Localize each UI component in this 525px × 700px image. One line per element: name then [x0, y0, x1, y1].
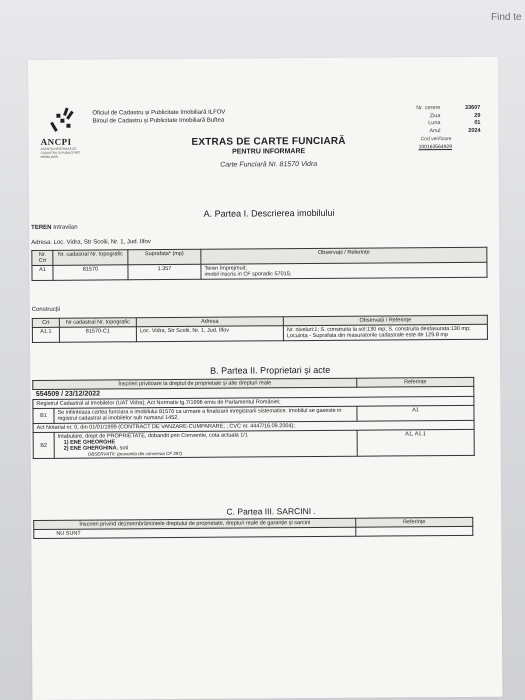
proprietari-table: [32, 377, 475, 459]
request-meta: [400, 105, 480, 152]
part3-header-referinte: Referințe: [356, 517, 473, 527]
b1-code: B1: [33, 408, 54, 423]
teren-crt: A1: [32, 265, 53, 280]
constr-cad: 81570-C1: [59, 327, 136, 343]
logo-subtext: AGENȚIA NAȚIONALĂ DE CADASTRU ȘI PUBLICITATE IMOBILIARĂ: [40, 146, 81, 159]
part1-heading: A. Partea I. Descrierea imobilului: [203, 207, 335, 219]
b2-text-cell: [54, 430, 357, 458]
constr-header-obs: Observații / Referințe: [283, 315, 487, 325]
document-subtitle: PENTRU INFORMARE: [232, 148, 306, 156]
teren-header-crt: Nr. Crt: [32, 250, 53, 265]
part2-heading: B. Partea II. Proprietari și acte: [210, 364, 331, 376]
teren-table: [31, 247, 487, 281]
document-title: EXTRAS DE CARTE FUNCIARĂ: [191, 135, 346, 148]
sarcini-ref: [356, 526, 473, 536]
part3-header-inscrieri: Înscrieri privind dezmembrămintele dreptului de proprietate, drepturi reale de garanție și sarcini: [34, 518, 356, 529]
sarcini-table: [33, 517, 473, 539]
owner-2-name: 2) ENE GHERGHINA: [63, 445, 117, 452]
carte-funciara-number: Carte Funciară Nr. 81570 Vidra: [220, 160, 318, 169]
teren-bold: TEREN: [31, 224, 52, 231]
constr-header-cad: Nr cadastral Nr. topografic: [59, 318, 136, 328]
constructii-label: Construcții: [31, 306, 61, 313]
act-header: 554509 / 23/12/2022: [33, 386, 474, 399]
office-line-1: Oficiul de Cadastru și Publicitate Imobiliară ILFOV: [92, 109, 226, 117]
constr-header-crt: Crt: [32, 318, 59, 327]
b2-ref: A1, A1.1: [357, 429, 474, 456]
luna-value: 01: [474, 119, 481, 126]
constr-header-adresa: Adresa: [136, 317, 283, 327]
teren-header-obs: Observații / Referințe: [201, 247, 487, 264]
constr-obs: Nr. niveluri:1; S. construita la sol:130 mp; S. construita desfasurata:130 mp; Locuinta - Suprafata din masuratorile cadastrale este de 129.8 mp: [283, 324, 487, 340]
constr-adresa: Loc. Vidra, Str Scolii, Nr. 1, Jud. Ilfov: [136, 326, 283, 342]
constructii-table: [32, 315, 488, 343]
document-title-block: [169, 136, 369, 169]
teren-obs: [201, 262, 487, 279]
teren-rest: Intravilan: [53, 224, 78, 231]
observatii: OBSERVAȚII: (provenita din conversia CF 397): [87, 450, 183, 457]
nr-cerere-value: 33607: [465, 104, 481, 111]
find-text[interactable]: Find te: [491, 12, 522, 23]
ancpi-logo: [40, 108, 88, 159]
part2-header-inscrieri: Înscrieri privitoare la dreptul de proprietate și alte drepturi reale: [33, 378, 357, 389]
part3-heading: C. Partea III. SARCINI .: [226, 506, 316, 517]
table-row: [32, 262, 487, 280]
luna-label: Luna: [428, 120, 441, 127]
office-line-2: Biroul de Cadastru și Publicitate Imobiliară Buftea: [92, 117, 225, 125]
logo-text: ANCPI: [40, 136, 72, 147]
owner-2-rest: , soti: [116, 445, 129, 452]
ziua-label: Ziua: [429, 112, 441, 119]
table-row: [32, 324, 487, 342]
sarcini-row: NU SUNT: [34, 527, 356, 538]
teren-label: [31, 225, 77, 231]
part2-header-referinte: Referințe: [357, 377, 474, 387]
b2-text: Intabulare, drept de PROPRIETATE, dobandit prin Conventie, cota actuala 1/1: [57, 432, 248, 440]
owner-1: 1) ENE GHEORGHE: [63, 439, 116, 446]
teren-obs-2: imobil inscris in CF sporadic 57015;: [204, 271, 292, 278]
nr-cerere-label: Nr. cerere: [416, 105, 441, 112]
constr-crt: A1.1: [32, 327, 59, 342]
document-page: [28, 57, 502, 700]
cod-verificare-label: Cod verificare: [420, 136, 452, 143]
table-row: [33, 429, 474, 458]
b2-code: B2: [33, 432, 54, 458]
logo-mark-icon: [50, 108, 80, 136]
anul-value: 2024: [468, 127, 481, 134]
act-registru: Registrul Cadastral al Imobilelor (UAT Vidra); Act Normativ lg.7/1996 emis de Parlamentul României;: [33, 396, 474, 408]
cod-verificare-value: 100163564929: [418, 143, 453, 150]
teren-header-cad: Nr. cadastral Nr. topografic: [53, 250, 128, 266]
b1-ref: A1: [357, 405, 474, 421]
office-block: [92, 109, 225, 126]
table-row: [34, 526, 473, 538]
teren-supr: 1.357: [128, 264, 201, 280]
ziua-value: 29: [474, 112, 481, 119]
anul-label: Anul: [429, 127, 441, 134]
teren-header-supr: Suprafața* (mp): [128, 249, 201, 265]
act-notarial: Act Notarial nr. 0, din 01/01/1999 (CONTRACT DE VANZARE-CUMPARARE; ; CVC nr. 4447/16.09.2004);: [33, 420, 474, 432]
teren-cad: 81570: [53, 265, 128, 281]
adresa-line: Adresa: Loc. Vidra, Str Scolii, Nr. 1, Jud. Ilfov: [31, 239, 151, 246]
teren-obs-1: Teren împrejmuit;: [204, 265, 247, 272]
b1-text: Se infiinteaza cartea funciara a imobilului 81570 ca urmare a finalizarii inregistrarii sistematice. Imobilul se gaseste in registrul cadastral al imobilelor sub numarul 1452.: [54, 406, 357, 423]
